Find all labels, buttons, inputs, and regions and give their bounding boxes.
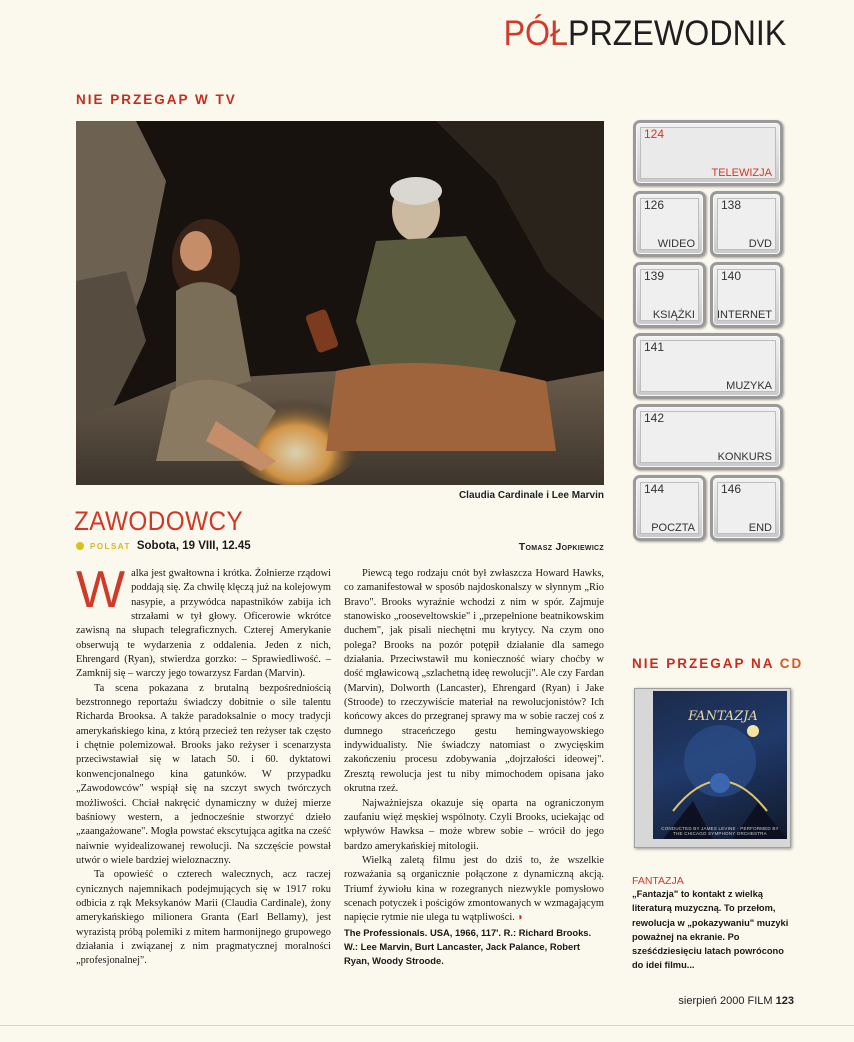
cd-description: „Fantazja" to kontakt z wielką literaturą muzyczną. To przełom, rewolucja w „pokazywaniu" muzyki poważnej na ekranie. Po sześćdziesięciu latach powrócono do idei filmu... xyxy=(632,889,789,971)
photo-caption: Claudia Cardinale i Lee Marvin xyxy=(458,490,604,501)
channel-dot-icon xyxy=(76,542,84,550)
article-paragraph: Walka jest gwałtowna i krótka. Żołnierze rządowi poddają się. Za chwilę klęczą już na kolejowym nasypie, a przywódca napastników zabija ich strzałami w tył głowy. Oficerowie wkrótce zawisną na słupach telegraficznych. Czterej Amerykanie obserwują te wydarzenia z oddalenia. Jeden z nich, Ehrengard (Ryan), stwierdza gorzko: – Sprawiedliwość. – Zamknij się – warczy jego towarzysz Fardan (Marvin). xyxy=(76,561,331,680)
nav-tile-label: WIDEO xyxy=(657,238,695,250)
article-author: Tomasz Jopkiewicz xyxy=(518,541,604,553)
nav-tile-label: END xyxy=(748,522,772,534)
article-title: ZAWODOWCY xyxy=(74,506,244,536)
nav-tile-number: 142 xyxy=(644,411,665,425)
section-header-title: PÓŁPRZEWODNIK xyxy=(503,14,786,53)
article-paragraph: Najważniejsza okazuje się oparta na ograniczonym zaufaniu więź męskiej wspólnoty. Czyli Brooks, uciekając od wpływów Hawksa – może wbrew sobie – wrócił do jego bardzo amerykańskiej mitologii. xyxy=(344,797,604,852)
nav-tile-poczta[interactable] xyxy=(633,475,706,541)
nav-tile-number: 140 xyxy=(721,269,742,283)
nav-tile-wideo[interactable] xyxy=(633,191,706,257)
article-paragraph: Ta scena pokazana z brutalną bezpośredniością bezstronnego reportażu świadczy dobitnie o sile talentu Richarda Brooksa. A także paradoksalnie o mocy tradycji amerykańskiego kina, z którą przecież ten reżyser tak często i chętnie polemizował. Brooks jako reżyser i scenarzysta przeciwstawiał się w latach 50. i 60. dyktatowi konwencjonalnego kina gatunków. W przypadku „Zawodowców" wspiął się na szczyt swych twórczych możliwości. Chciał nakręcić dynamiczny w dużej mierze baśniowy western, a jednocześnie stworzyć dzieło „zaangażowane". Mogła powstać ekscytująca agitka na cześć naiwnie wyidealizowanej rewolucji. Na szczęście powstał utwór o wiele bardziej wieloznaczny. xyxy=(76,682,331,866)
nav-tile-end[interactable] xyxy=(710,475,783,541)
tv-section-label: NIE PRZEGAP W TV xyxy=(76,92,237,107)
nav-tile-label: DVD xyxy=(748,238,772,250)
nav-tile-number: 146 xyxy=(721,482,742,496)
nav-tile-label: MUZYKA xyxy=(726,380,772,392)
article-paragraph: Ta opowieść o czterech walecznych, acz raczej cynicznych najemnikach podejmujących się w 1917 roku odbicia z rąk Meksykanów Marii (Claudia Cardinale), żony amerykańskiego milionera Granta (Earl Bellamy), jest wyrazistą próbą polemiki z mitem harmonijnego grupowego działania i związanej z nim pragmatycznej moralności „profesjonalnej". xyxy=(76,869,331,967)
article-paragraph: Piewcą tego rodzaju cnót był zwłaszcza Howard Hawks, co zamanifestował w sposób najdoskonalszy w słynnym „Rio Bravo". Brooks wyraźnie wchodzi z nim w spór. Zajmuje stanowisko „rooseveltowskie" i „przepełnione beatnikowskim duchem", jak pisali niechętni mu krytycy. Na czym ono polega? Brooks na pozór potępił działanie dla samego działania. Przeciwstawił mu konieczność wiary choćby w dość mgławicową „szlachetną ideę rewolucji". Ale czy Fardan (Marvin), Dolworth (Lancaster), Ehrengard (Ryan) i Jake (Stroode) to rzeczywiście materiał na rewolucjonistów? Ich końcowy akces do przegranej sprawy ma w sobie raczej coś z dumnego straceńczego gestu hemingwayowskiego indywidualisty. Nie świadczy natomiast o zwycięskim zakończeniu procesu zdobywania „dojrzałości ideowej". Zresztą rewolucja jest tu niby mimochodem opisana jako okrutna rzeź. xyxy=(344,568,604,795)
cd-section-label: NIE PRZEGAP NA CD xyxy=(632,656,804,671)
nav-tile-number: 144 xyxy=(644,482,665,496)
nav-tile-number: 139 xyxy=(644,269,665,283)
nav-tile-label: INTERNET xyxy=(717,309,772,321)
nav-tile-internet[interactable] xyxy=(710,262,783,328)
nav-tile-label: TELEWIZJA xyxy=(711,167,772,179)
cd-cover-subtitle: CONDUCTED BY JAMES LEVINE · PERFORMED BY THE CHICAGO SYMPHONY ORCHESTRA xyxy=(661,826,779,836)
cd-title: FANTAZJA xyxy=(632,875,684,887)
article-paragraph: Wielką zaletą filmu jest do dziś to, że wszelkie rozważania są organicznie połączone z dynamiczną akcją. Triumf żywiołu kina w rozegranych niezwykle pomysłowo scenach potyczek i pościgów zmontowanych w wzmagającym napięcie rytmie nie ulega tu wątpliwości. ◗ xyxy=(344,854,604,924)
nav-tile-muzyka[interactable] xyxy=(633,333,783,399)
broadcast-time: Sobota, 19 VIII, 12.45 xyxy=(136,540,251,552)
nav-tile-label: POCZTA xyxy=(651,522,695,534)
nav-tile-telewizja[interactable] xyxy=(633,120,783,186)
nav-tile-label: KONKURS xyxy=(717,451,772,463)
nav-tile-number: 124 xyxy=(644,127,665,141)
cd-cover-title: FANTAZJA xyxy=(688,709,758,724)
broadcast-info xyxy=(76,540,251,552)
cd-cover-image xyxy=(634,688,791,848)
nav-tile-konkurs[interactable] xyxy=(633,404,783,470)
nav-tile-number: 138 xyxy=(721,198,742,212)
nav-tile-label: KSIĄŻKI xyxy=(652,309,695,321)
drop-cap: W xyxy=(76,561,126,619)
end-mark-icon: ◗ xyxy=(517,912,524,924)
nav-tile-number: 126 xyxy=(644,198,665,212)
article-column-2 xyxy=(344,567,604,968)
nav-tile-number: 141 xyxy=(644,340,665,354)
page-edge-rule xyxy=(0,1025,854,1026)
page-footer: sierpień 2000 FILM 123 xyxy=(678,995,794,1007)
nav-tile-dvd[interactable] xyxy=(710,191,783,257)
nav-tile-ksiazki[interactable] xyxy=(633,262,706,328)
page-number: 123 xyxy=(775,995,794,1007)
film-still-photo xyxy=(76,121,604,485)
article-column-1 xyxy=(76,561,331,969)
channel-name: POLSAT xyxy=(90,541,131,551)
film-credits: The Professionals. USA, 1966, 117'. R.: Richard Brooks. W.: Lee Marvin, Burt Lancaster, Jack Palance, Robert Ryan, Woody Stroode. xyxy=(344,926,592,967)
